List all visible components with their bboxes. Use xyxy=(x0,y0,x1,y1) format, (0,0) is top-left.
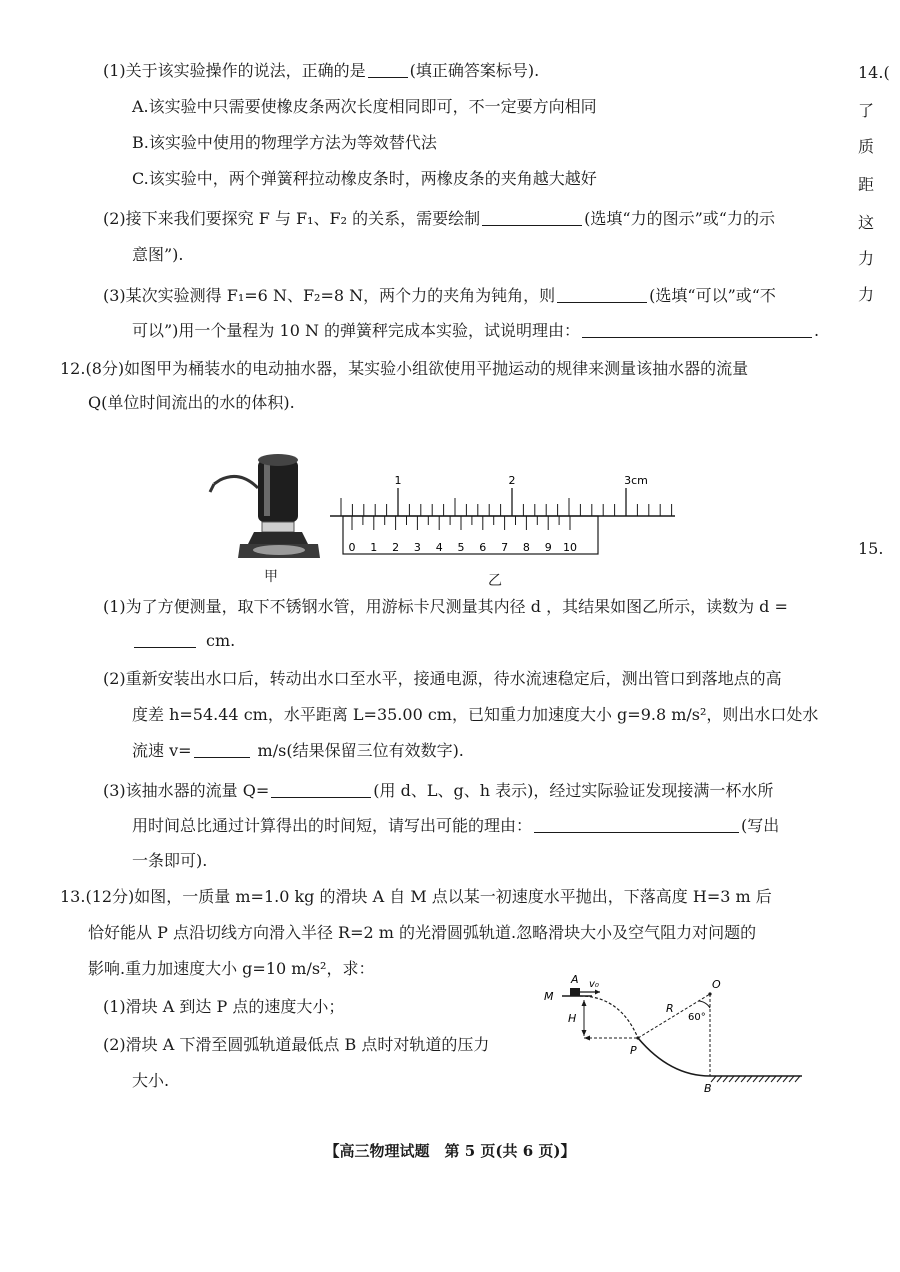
answer-blank[interactable] xyxy=(557,286,647,303)
edge-text: 15. xyxy=(858,539,884,558)
vernier-scale-label: 9 xyxy=(544,541,552,554)
vernier-scale-label: 5 xyxy=(457,541,465,554)
q12-part2: (2)重新安装出水口后，转动出水口至水平，接通电源，待水流速稳定后，测出管口到落地点的高 xyxy=(103,669,782,688)
answer-blank[interactable] xyxy=(534,816,739,833)
figure-caption-jia: 甲 xyxy=(264,569,278,585)
ground-hatch-mark xyxy=(747,1076,752,1082)
q12-heading: 12.(8分)如图甲为桶装水的电动抽水器，某实验小组欲使用平抛运动的规律来测量该抽水器的流量 xyxy=(60,359,749,378)
label-h: H xyxy=(568,1012,577,1025)
q12-part2-cont: 度差 h=54.44 cm，水平距离 L=35.00 cm，已知重力加速度大小 g=9.8 m/s²，则出水口处水 xyxy=(132,705,819,724)
q13-part2-cont: 大小. xyxy=(132,1071,170,1090)
trajectory-path xyxy=(580,996,638,1038)
q13-heading-cont: 恰好能从 P 点沿切线方向滑入半径 R=2 m 的光滑圆弧轨道.忽略滑块大小及空气阻力对问题的 xyxy=(88,923,757,942)
ground-hatch-mark xyxy=(759,1076,764,1082)
ground-hatch-mark xyxy=(783,1076,788,1082)
ground-hatch-mark xyxy=(765,1076,770,1082)
main-scale-label: 3cm xyxy=(624,474,648,487)
q11-part1: (1)关于该实验操作的说法，正确的是 (填正确答案标号). xyxy=(103,61,540,80)
vernier-scale-label: 0 xyxy=(348,541,356,554)
q12-part3: (3)该抽水器的流量 Q= (用 d、L、g、h 表示)，经过实际验证发现接满一杯水所 xyxy=(103,781,774,800)
answer-blank[interactable] xyxy=(482,209,582,226)
q11-part3: (3)某次实验测得 F₁=6 N、F₂=8 N，两个力的夹角为钝角，则 (选填“可以”或“不 xyxy=(103,286,776,305)
q12-part1-cont: cm. xyxy=(132,630,235,652)
edge-text: 质 xyxy=(858,137,875,156)
q11-part2: (2)接下来我们要探究 F 与 F₁、F₂ 的关系，需要绘制 (选填“力的图示”或“力的示 xyxy=(103,209,775,228)
vernier-caliper xyxy=(330,474,675,554)
edge-text: 了 xyxy=(858,101,875,120)
label-m: M xyxy=(544,990,554,1003)
block-a xyxy=(570,988,580,996)
edge-text: 力 xyxy=(858,249,875,268)
ground-hatch-mark xyxy=(789,1076,794,1082)
edge-text: 距 xyxy=(858,175,875,194)
ground-hatch-mark xyxy=(795,1076,800,1082)
page-footer: 【高三物理试题 第 5 页(共 6 页)】 xyxy=(324,1142,576,1160)
main-scale-label: 1 xyxy=(394,474,402,487)
q11-option-b: B.该实验中使用的物理学方法为等效替代法 xyxy=(132,133,437,152)
q11-part2-cont: 意图”). xyxy=(132,245,184,264)
ground-hatch-mark xyxy=(711,1076,716,1082)
ground-hatch-mark xyxy=(741,1076,746,1082)
vernier-scale-label: 6 xyxy=(479,541,487,554)
q13-part1: (1)滑块 A 到达 P 点的速度大小； xyxy=(103,997,345,1016)
label-p: P xyxy=(630,1044,637,1057)
answer-blank[interactable] xyxy=(134,631,196,648)
label-o: O xyxy=(712,978,721,991)
vernier-scale-label: 4 xyxy=(435,541,443,554)
vernier-scale-label: 10 xyxy=(563,541,577,554)
main-scale-label: 2 xyxy=(508,474,516,487)
q12-part3-cont2: 一条即可). xyxy=(132,851,208,870)
q12-part2-cont2: 流速 v= m/s(结果保留三位有效数字). xyxy=(132,741,464,760)
answer-blank[interactable] xyxy=(271,781,371,798)
label-angle: 60° xyxy=(688,1012,706,1023)
q12-heading-cont: Q(单位时间流出的水的体积). xyxy=(88,393,295,412)
ground-hatch-mark xyxy=(729,1076,734,1082)
q11-part3-cont: 可以”)用一个量程为 10 N 的弹簧秤完成本实验，试说明理由： . xyxy=(132,321,820,340)
ground-hatch-mark xyxy=(771,1076,776,1082)
vernier-scale-label: 3 xyxy=(413,541,421,554)
q12-part3-cont: 用时间总比通过计算得出的时间短，请写出可能的理由： (写出 xyxy=(132,816,780,835)
label-b: B xyxy=(704,1082,712,1095)
answer-blank[interactable] xyxy=(194,741,250,758)
q12-part1: (1)为了方便测量，取下不锈钢水管，用游标卡尺测量其内径 d ，其结果如图乙所示，读数为 d = xyxy=(103,597,788,616)
arc-track xyxy=(638,1038,710,1076)
q13-figure xyxy=(540,972,805,1100)
label-r: R xyxy=(666,1002,674,1015)
edge-text: 力 xyxy=(858,285,875,304)
ground-hatch-mark xyxy=(717,1076,722,1082)
vernier-scale-label: 1 xyxy=(370,541,378,554)
ground-hatch-mark xyxy=(753,1076,758,1082)
ground-hatch-mark xyxy=(723,1076,728,1082)
vernier-scale-label: 7 xyxy=(501,541,509,554)
q11-option-c: C.该实验中，两个弹簧秤拉动橡皮条时，两橡皮条的夹角越大越好 xyxy=(132,169,597,188)
q13-heading-cont2: 影响.重力加速度大小 g=10 m/s²，求： xyxy=(88,959,375,978)
q13-part2: (2)滑块 A 下滑至圆弧轨道最低点 B 点时对轨道的压力 xyxy=(103,1035,490,1054)
q13-heading: 13.(12分)如图，一质量 m=1.0 kg 的滑块 A 自 M 点以某一初速度水平抛出，下落高度 H=3 m 后 xyxy=(60,887,772,906)
vernier-scale-label: 8 xyxy=(522,541,530,554)
ground-hatch-mark xyxy=(777,1076,782,1082)
figure-caption-yi: 乙 xyxy=(488,573,502,589)
q11-option-a: A.该实验中只需要使橡皮条两次长度相同即可，不一定要方向相同 xyxy=(132,97,597,116)
label-a: A xyxy=(571,973,579,986)
edge-text: 这 xyxy=(858,213,875,232)
ground-hatch-mark xyxy=(735,1076,740,1082)
water-pump-illustration xyxy=(210,454,320,558)
answer-blank[interactable] xyxy=(368,61,408,78)
vernier-scale-label: 2 xyxy=(392,541,400,554)
edge-text: 14.( xyxy=(858,63,890,82)
answer-blank[interactable] xyxy=(582,321,812,338)
label-v0: v₀ xyxy=(589,979,599,990)
